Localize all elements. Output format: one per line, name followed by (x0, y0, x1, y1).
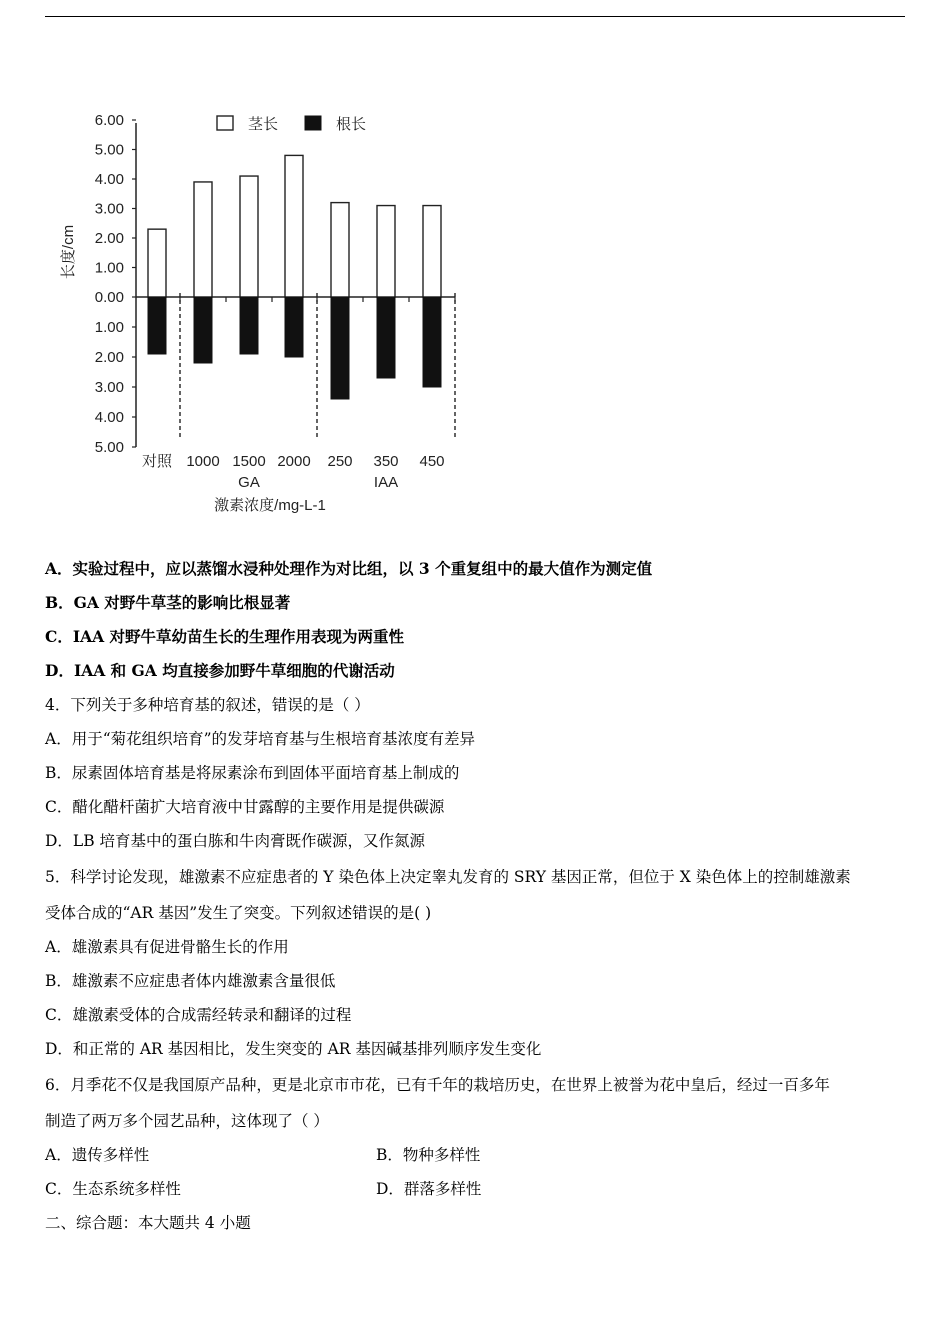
chart-svg (40, 100, 480, 530)
y-tick-label: 5.00 (94, 439, 124, 456)
q4-option-b: B．尿素固体培育基是将尿素涂布到固体平面培育基上制成的 (45, 764, 460, 782)
legend-swatch-root (305, 116, 321, 130)
y-tick-label: 6.00 (94, 112, 124, 129)
x-tick-label: 450 (419, 453, 445, 470)
legend-label-root: 根长 (336, 116, 367, 133)
x-tick-label: 350 (373, 453, 399, 470)
bar-chart (40, 100, 480, 530)
x-tick-label: 250 (327, 453, 353, 470)
y-tick-label: 4.00 (94, 171, 124, 188)
y-axis-label: 长度/cm (60, 224, 77, 280)
x-tick-label: 1500 (232, 453, 266, 470)
x-axis-label: 激素浓度/mg-L-1 (214, 497, 326, 514)
q4-option-a: A．用于“菊花组织培育”的发芽培育基与生根培育基浓度有差异 (45, 730, 476, 748)
x-tick-label: 1000 (186, 453, 220, 470)
header-rule (45, 16, 905, 17)
legend-label-stem: 茎长 (248, 116, 279, 133)
root-bar (423, 297, 441, 387)
stem-bar (423, 206, 441, 297)
option-d: D．IAA 和 GA 均直接参加野牛草细胞的代谢活动 (45, 661, 395, 680)
section-2-heading: 二、综合题：本大题共 4 小题 (45, 1214, 251, 1232)
group-label-ga: GA (238, 474, 260, 491)
q6-option-c: C．生态系统多样性 (45, 1180, 181, 1198)
q6-option-d: D．群落多样性 (376, 1180, 482, 1198)
y-tick-label: 1.00 (94, 259, 124, 277)
option-b: B．GA 对野牛草茎的影响比根显著 (45, 593, 291, 612)
q4-option-c: C．醋化醋杆菌扩大培育液中甘露醇的主要作用是提供碳源 (45, 798, 445, 816)
question-5-line1: 5．科学讨论发现，雄激素不应症患者的 Y 染色体上决定睾丸发育的 SRY 基因正常，但位于 X 染色体上的控制雄激素 (45, 868, 851, 886)
x-tick-label: 2000 (277, 453, 311, 470)
y-tick-label: 0.00 (94, 289, 124, 306)
question-6-line2: 制造了两万多个园艺品种，这体现了（ ） (45, 1112, 329, 1130)
root-bar (194, 297, 212, 363)
y-tick-label: 2.00 (94, 349, 124, 366)
y-tick-label: 1.00 (94, 319, 124, 336)
y-tick-label: 4.00 (94, 409, 124, 426)
q4-option-d: D．LB 培育基中的蛋白胨和牛肉膏既作碳源，又作氮源 (45, 832, 426, 850)
y-tick-label: 3.00 (94, 379, 124, 396)
question-6-line1: 6．月季花不仅是我国原产品种，更是北京市市花，已有千年的栽培历史，在世界上被誉为花中皇后，经过一百多年 (45, 1076, 830, 1094)
stem-bar (285, 155, 303, 297)
stem-bar (194, 182, 212, 297)
x-tick-label: 对照 (141, 453, 173, 470)
group-label-iaa: IAA (373, 474, 399, 491)
q5-option-a: A．雄激素具有促进骨骼生长的作用 (45, 938, 289, 956)
stem-bar (240, 176, 258, 297)
question-5-line2: 受体合成的“AR 基因”发生了突变。下列叙述错误的是( ) (45, 904, 432, 922)
root-bar (331, 297, 349, 399)
root-bar (148, 297, 166, 354)
stem-bar (148, 229, 166, 297)
option-c: C．IAA 对野牛草幼苗生长的生理作用表现为两重性 (45, 627, 405, 646)
stem-bar (377, 206, 395, 297)
q5-option-c: C．雄激素受体的合成需经转录和翻译的过程 (45, 1006, 352, 1024)
q6-option-b: B．物种多样性 (376, 1146, 481, 1164)
q6-option-a: A．遗传多样性 (45, 1146, 150, 1164)
root-bar (377, 297, 395, 378)
y-tick-label: 2.00 (94, 230, 124, 247)
y-tick-label: 3.00 (94, 200, 124, 218)
y-tick-label: 5.00 (94, 141, 124, 159)
option-a: A．实验过程中，应以蒸馏水浸种处理作为对比组，以 3 个重复组中的最大值作为测定值 (45, 559, 653, 578)
root-bar (285, 297, 303, 357)
question-4: 4．下列关于多种培育基的叙述，错误的是（ ） (45, 696, 370, 714)
q5-option-d: D．和正常的 AR 基因相比，发生突变的 AR 基因碱基排列顺序发生变化 (45, 1040, 542, 1058)
stem-bar (331, 203, 349, 297)
legend-swatch-stem (217, 116, 233, 130)
q5-option-b: B．雄激素不应症患者体内雄激素含量很低 (45, 972, 336, 990)
root-bar (240, 297, 258, 354)
